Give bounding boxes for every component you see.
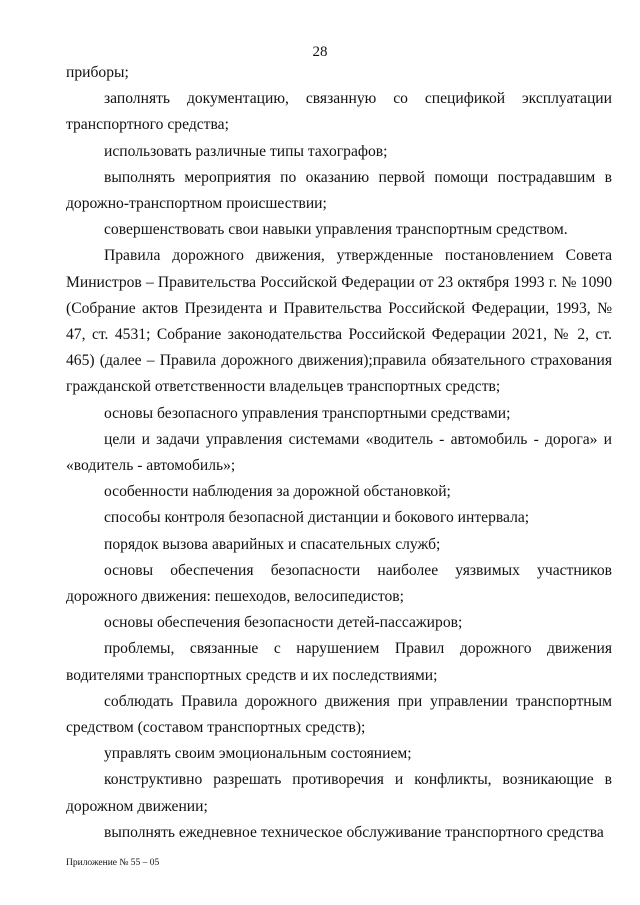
paragraph: выполнять ежедневное техническое обслуживание транспортного средства	[104, 823, 604, 841]
paragraph: основы обеспечения безопасности наиболее уязвимых участников дорожного движения: пешеходов, велосипедистов;	[66, 561, 612, 606]
document-body	[66, 60, 612, 846]
paragraph: конструктивно разрешать противоречия и конфликты, возникающие в дорожном движении;	[66, 771, 612, 815]
paragraph: совершенствовать свои навыки управления транспортным средством.	[104, 221, 568, 239]
paragraph: основы обеспечения безопасности детей-пассажиров;	[104, 614, 463, 632]
footer-note: Приложение № 55 – 05	[66, 858, 160, 868]
paragraph: основы безопасного управления транспортными средствами;	[104, 404, 511, 422]
paragraph: использовать различные типы тахографов;	[104, 142, 388, 160]
paragraph: Правила дорожного движения, утвержденные постановлением Совета Министров – Правительства Российской Федерации от 23 октября 1993 г. № 1090 (Собрание актов Президента и Правительства Российской Федерации, 1993, № 47, ст. 4531; Собрание законодательства Российской Федерации 2021, № 2, ст. 465) (далее – Правила дорожного движения);правила обязательного страхования гражданской ответственности владельцев транспортных средств;	[66, 247, 612, 396]
paragraph: особенности наблюдения за дорожной обстановкой;	[104, 483, 451, 501]
paragraph: заполнять документацию, связанную со спецификой эксплуатации транспортного средства;	[66, 90, 612, 134]
paragraph: управлять своим эмоциональным состоянием;	[104, 745, 412, 763]
paragraph: приборы;	[66, 64, 129, 81]
paragraph: способы контроля безопасной дистанции и бокового интервала;	[104, 509, 530, 527]
paragraph: соблюдать Правила дорожного движения при управлении транспортным средством (составом транспортных средств);	[66, 692, 612, 737]
paragraph: порядок вызова аварийных и спасательных служб;	[104, 535, 441, 553]
paragraph: цели и задачи управления системами «водитель - автомобиль - дорога» и «водитель - автомобиль»;	[66, 430, 612, 475]
paragraph: проблемы, связанные с нарушением Правил дорожного движения водителями транспортных средств и их последствиями;	[66, 640, 612, 684]
page-number: 28	[312, 44, 328, 60]
paragraph: выполнять мероприятия по оказанию первой помощи пострадавшим в дорожно-транспортном происшествии;	[66, 168, 612, 213]
